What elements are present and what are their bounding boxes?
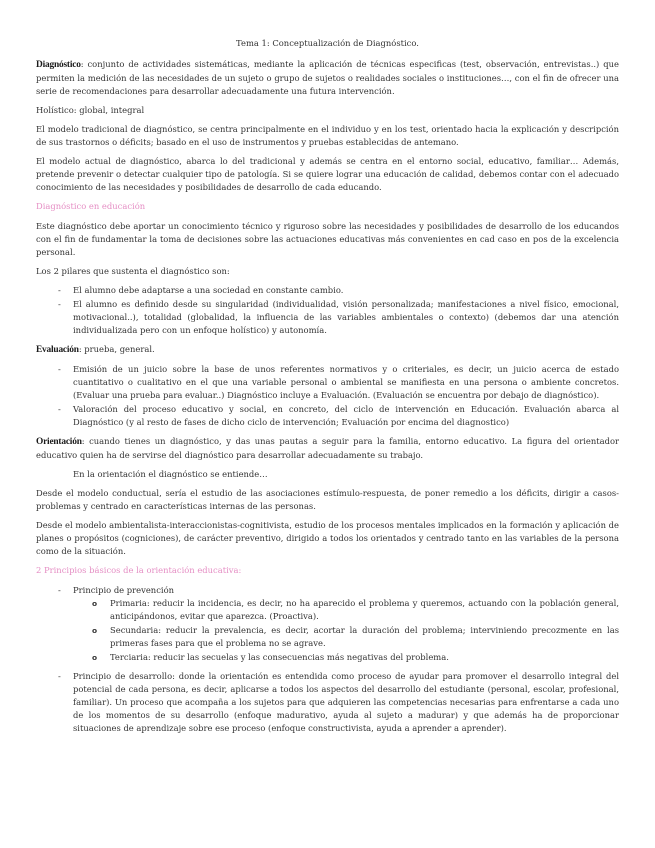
modelo-ambientalista-paragraph: Desde el modelo ambientalista-interaccionistas-cognitivista, estudio de los procesos mentales implicados en la formación y aplicación de planes o propósitos (cogniciones), de carácter preventivo, dirigido a todos los orientados y centrado tanto en las variables de la persona como de la situación. (36, 520, 619, 556)
modelo-tradicional-paragraph: El modelo tradicional de diagnóstico, se centra principalmente en el individuo y en los test, orientado hacia la explicación y descripción de sus trastornos o déficits; basado en el uso de instrumentos y pruebas establecidas de antemano. (36, 124, 619, 147)
prevencion-sublist (73, 597, 619, 664)
orientacion-indented-line: En la orientación el diagnóstico se entiende… (73, 469, 268, 479)
evaluacion-list (36, 363, 619, 429)
document-title: Tema 1: Conceptualización de Diagnóstico. (236, 38, 419, 48)
evaluacion-definition: : prueba, general. (78, 344, 155, 354)
modelo-actual-paragraph: El modelo actual de diagnóstico, abarca lo del tradicional y además se centra en el entorno social, educativo, familiar… Además, pretende prevenir o detectar cualquier tipo de patología. Si se quiere lograr una educación de calidad, debemos contar con el adecuado conocimiento de las necesidades y posibilidades de desarrollo de cada educando. (36, 156, 619, 192)
pilares-intro: Los 2 pilares que sustenta el diagnóstico son: (36, 266, 230, 276)
list-item: - Emisión de un juicio sobre la base de unos referentes normativos y o criteriales, es decir, un juicio acerca de estado cuantitativo o cualitativo en el que una variable personal o ambiental se manifiesta en una persona o ambiente concretos. (Evaluar una prueba para evaluar..) Diagnóstico incluye a Evaluación. (Evaluación se encuentra por debajo de diagnóstico). (73, 363, 619, 402)
list-item: o Terciaria: reducir las secuelas y las consecuencias más negativas del problema. (110, 651, 619, 664)
list-item: - El alumno es definido desde su singularidad (individualidad, visión personalizada; manifestaciones a nivel físico, emocional, motivacional..), totalidad (globalidad, la influencia de las variables ambientales o contexto) (debemos dar una atención individualizada pero con un enfoque holístico) y autonomía. (73, 298, 619, 337)
principios-list (36, 584, 619, 735)
orientacion-paragraph (36, 435, 619, 462)
orientacion-term: Orientación (36, 437, 82, 447)
section-heading-principios: 2 Principios básicos de la orientación educativa: (36, 565, 242, 575)
pilares-list (36, 284, 619, 337)
list-item: - El alumno debe adaptarse a una sociedad en constante cambio. (73, 284, 619, 297)
diagnostico-educacion-paragraph: Este diagnóstico debe aportar un conocimiento técnico y riguroso sobre las necesidades y posibilidades de desarrollo de los educandos con el fin de fundamentar la toma de decisiones sobre las actuaciones educativas más convenientes en cad caso en pos de la excelencia personal. (36, 221, 619, 257)
list-item: o Secundaria: reducir la prevalencia, es decir, acortar la duración del problema; interviniendo precozmente en las primeras fases para que el problema no se agrave. (110, 624, 619, 650)
section-heading-diagnostico-educacion: Diagnóstico en educación (36, 201, 146, 211)
list-item: - Valoración del proceso educativo y social, en concreto, del ciclo de intervención en Educación. Evaluación abarca al Diagnóstico (y al resto de fases de dicho ciclo de intervención; Evaluación por encima del diagnostico) (73, 403, 619, 429)
orientacion-definition: : cuando tienes un diagnóstico, y das unas pautas a seguir para la familia, entorno educativo. La figura del orientador educativo quien ha de servirse del diagnóstico para desarrollar adecuadamente su trabajo. (36, 436, 619, 460)
modelo-conductual-paragraph: Desde el modelo conductual, sería el estudio de las asociaciones estímulo-respuesta, de poner remedio a los déficits, dirigir a casos-problemas y centrado en características internas de las personas. (36, 488, 619, 511)
list-item-prevencion (73, 584, 619, 664)
evaluacion-term: Evaluación (36, 345, 79, 355)
evaluacion-paragraph (36, 343, 619, 357)
list-item: o Primaria: reducir la incidencia, es decir, no ha aparecido el problema y queremos, actuando con la población general, anticipándonos, evitar que aparezca. (Proactiva). (110, 597, 619, 623)
holistico-paragraph: Holístico: global, integral (36, 105, 145, 115)
prevencion-label: Principio de prevención (73, 585, 175, 595)
diagnostico-definition: : conjunto de actividades sistemáticas, mediante la aplicación de técnicas especificas (test, observación, entrevistas..) que permiten la medición de las necesidades de un sujeto o grupo de sujetos o realidades sociales o instituciones…, con el fin de ofrecer una serie de recomendaciones para desarrollar adecuadamente una futura intervención. (36, 59, 619, 96)
diagnostico-term: Diagnóstico (36, 60, 81, 70)
list-item-desarrollo: - Principio de desarrollo: donde la orientación es entendida como proceso de ayudar para promover el desarrollo integral del potencial de cada persona, es decir, aplicarse a todos los aspectos del desarrollo del estudiante (personal, escolar, profesional, familiar). Un proceso que acompaña a los sujetos para que adquieren las competencias necesarias para enfrentarse a cada uno de los momentos de su desarrollo (enfoque madurativo, ayuda al sujeto a madurar) y que además ha de proporcionar situaciones de aprendizaje sobre ese proceso (enfoque constructivista, ayuda a aprender a aprender). (73, 670, 619, 735)
diagnostico-paragraph (36, 58, 619, 98)
